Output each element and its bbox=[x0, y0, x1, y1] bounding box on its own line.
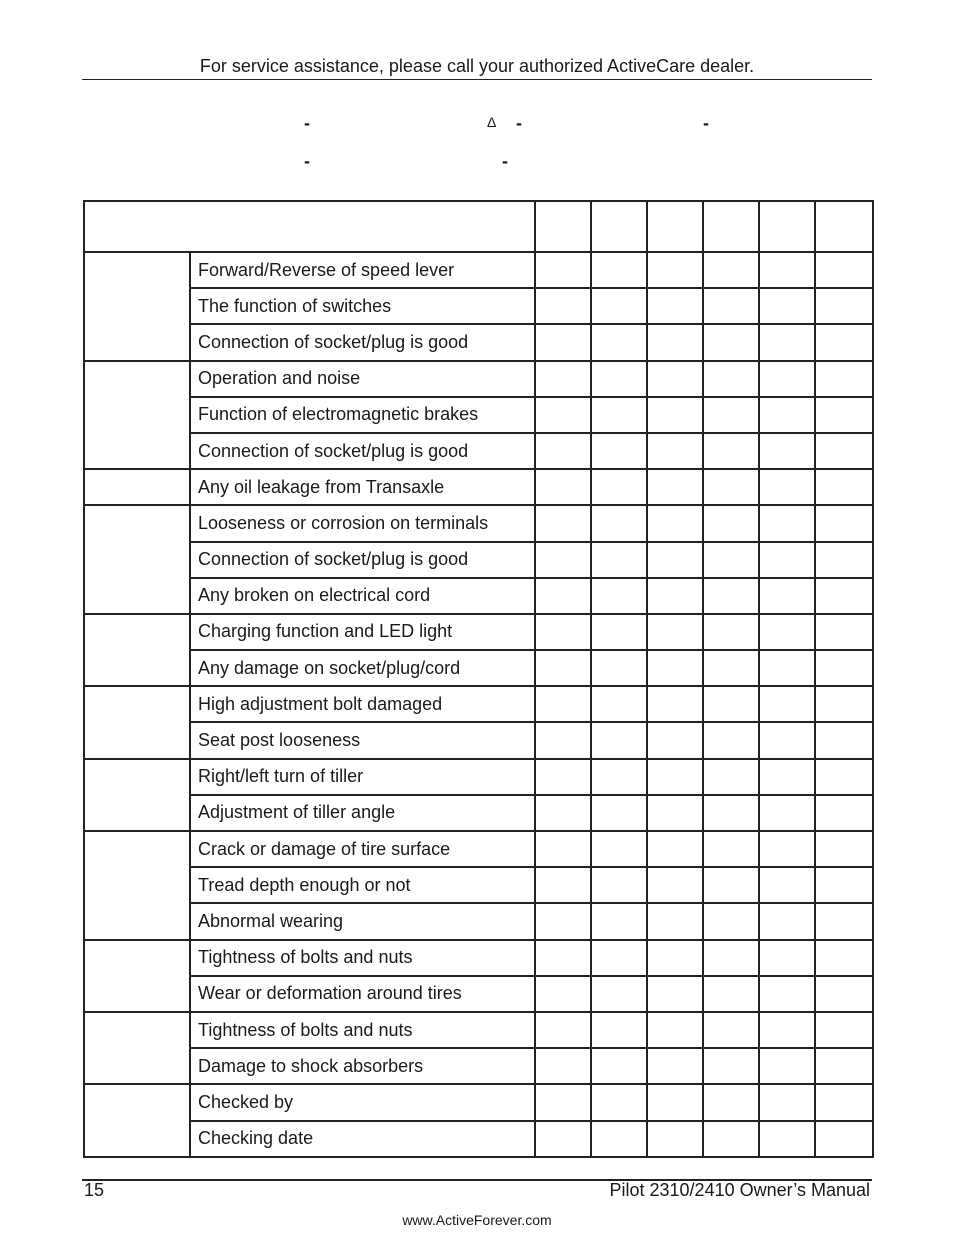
check-item-label: Connection of socket/plug is good bbox=[190, 324, 535, 360]
check-cell[interactable] bbox=[535, 614, 591, 650]
check-item-label: Crack or damage of tire surface bbox=[190, 831, 535, 867]
check-cell[interactable] bbox=[535, 1012, 591, 1048]
check-cell[interactable] bbox=[703, 1121, 759, 1157]
check-cell[interactable] bbox=[535, 1084, 591, 1120]
checklist-body bbox=[84, 201, 873, 1157]
check-cell[interactable] bbox=[703, 686, 759, 722]
check-item-label: Any broken on electrical cord bbox=[190, 578, 535, 614]
check-cell[interactable] bbox=[535, 940, 591, 976]
check-cell[interactable] bbox=[647, 795, 703, 831]
check-cell[interactable] bbox=[535, 867, 591, 903]
check-item-label: Adjustment of tiller angle bbox=[190, 795, 535, 831]
check-item-label: Tread depth enough or not bbox=[190, 867, 535, 903]
check-cell[interactable] bbox=[535, 759, 591, 795]
check-cell[interactable] bbox=[759, 1012, 815, 1048]
check-item-label: Connection of socket/plug is good bbox=[190, 433, 535, 469]
check-cell[interactable] bbox=[703, 578, 759, 614]
check-cell[interactable] bbox=[647, 252, 703, 288]
check-cell[interactable] bbox=[591, 1012, 647, 1048]
check-item-label: Right/left turn of tiller bbox=[190, 759, 535, 795]
check-cell[interactable] bbox=[591, 795, 647, 831]
header-cell-check bbox=[703, 201, 759, 252]
check-cell[interactable] bbox=[759, 252, 815, 288]
check-item-label: Any damage on socket/plug/cord bbox=[190, 650, 535, 686]
check-cell[interactable] bbox=[535, 722, 591, 758]
check-cell[interactable] bbox=[759, 759, 815, 795]
check-cell[interactable] bbox=[647, 1048, 703, 1084]
check-cell[interactable] bbox=[703, 614, 759, 650]
table-header-row bbox=[84, 201, 873, 252]
check-cell[interactable] bbox=[591, 722, 647, 758]
check-cell[interactable] bbox=[815, 759, 873, 795]
check-cell[interactable] bbox=[759, 433, 815, 469]
check-cell[interactable] bbox=[647, 722, 703, 758]
check-cell[interactable] bbox=[703, 940, 759, 976]
table-row bbox=[84, 252, 873, 288]
check-cell[interactable] bbox=[647, 361, 703, 397]
check-cell[interactable] bbox=[759, 903, 815, 939]
check-item-label: Function of electromagnetic brakes bbox=[190, 397, 535, 433]
check-cell[interactable] bbox=[815, 324, 873, 360]
check-cell[interactable] bbox=[703, 650, 759, 686]
check-cell[interactable] bbox=[535, 831, 591, 867]
table-row bbox=[84, 940, 873, 976]
check-cell[interactable] bbox=[759, 650, 815, 686]
check-cell[interactable] bbox=[647, 614, 703, 650]
check-cell[interactable] bbox=[703, 903, 759, 939]
check-cell[interactable] bbox=[535, 542, 591, 578]
header-cell-check bbox=[647, 201, 703, 252]
table-row bbox=[84, 324, 873, 360]
check-cell[interactable] bbox=[815, 288, 873, 324]
check-cell[interactable] bbox=[759, 288, 815, 324]
category-cell bbox=[84, 469, 190, 505]
check-cell[interactable] bbox=[647, 1084, 703, 1120]
check-cell[interactable] bbox=[591, 578, 647, 614]
check-cell[interactable] bbox=[535, 324, 591, 360]
check-cell[interactable] bbox=[815, 1084, 873, 1120]
header-cell-check bbox=[759, 201, 815, 252]
table-row bbox=[84, 650, 873, 686]
check-item-label: Charging function and LED light bbox=[190, 614, 535, 650]
check-cell[interactable] bbox=[815, 469, 873, 505]
check-cell[interactable] bbox=[591, 867, 647, 903]
table-row bbox=[84, 867, 873, 903]
check-cell[interactable] bbox=[759, 614, 815, 650]
check-item-label: High adjustment bolt damaged bbox=[190, 686, 535, 722]
legend-dash-5: - bbox=[502, 151, 508, 171]
table-row bbox=[84, 578, 873, 614]
check-cell[interactable] bbox=[647, 324, 703, 360]
check-cell[interactable] bbox=[703, 1012, 759, 1048]
check-cell[interactable] bbox=[647, 650, 703, 686]
check-cell[interactable] bbox=[815, 1012, 873, 1048]
check-item-label: Connection of socket/plug is good bbox=[190, 542, 535, 578]
check-cell[interactable] bbox=[647, 867, 703, 903]
category-cell bbox=[84, 614, 190, 686]
check-cell[interactable] bbox=[535, 397, 591, 433]
check-cell[interactable] bbox=[591, 252, 647, 288]
check-cell[interactable] bbox=[535, 903, 591, 939]
check-cell[interactable] bbox=[703, 867, 759, 903]
check-cell[interactable] bbox=[591, 903, 647, 939]
check-cell[interactable] bbox=[815, 614, 873, 650]
table-row bbox=[84, 1084, 873, 1120]
check-cell[interactable] bbox=[591, 614, 647, 650]
category-cell bbox=[84, 940, 190, 1012]
check-cell[interactable] bbox=[591, 759, 647, 795]
check-cell[interactable] bbox=[647, 288, 703, 324]
check-cell[interactable] bbox=[535, 288, 591, 324]
check-cell[interactable] bbox=[759, 867, 815, 903]
check-cell[interactable] bbox=[647, 759, 703, 795]
check-cell[interactable] bbox=[703, 361, 759, 397]
table-row bbox=[84, 722, 873, 758]
table-row bbox=[84, 397, 873, 433]
check-cell[interactable] bbox=[647, 831, 703, 867]
check-cell[interactable] bbox=[647, 397, 703, 433]
check-cell[interactable] bbox=[703, 397, 759, 433]
check-cell[interactable] bbox=[759, 469, 815, 505]
table-row bbox=[84, 831, 873, 867]
check-cell[interactable] bbox=[591, 361, 647, 397]
table-row bbox=[84, 505, 873, 541]
check-cell[interactable] bbox=[815, 578, 873, 614]
check-cell[interactable] bbox=[591, 288, 647, 324]
check-cell[interactable] bbox=[591, 433, 647, 469]
check-cell[interactable] bbox=[591, 976, 647, 1012]
check-cell[interactable] bbox=[759, 397, 815, 433]
check-cell[interactable] bbox=[591, 1121, 647, 1157]
check-item-label: Looseness or corrosion on terminals bbox=[190, 505, 535, 541]
check-cell[interactable] bbox=[647, 578, 703, 614]
table-row bbox=[84, 1048, 873, 1084]
legend-dash-1: - bbox=[304, 113, 310, 133]
check-cell[interactable] bbox=[815, 686, 873, 722]
check-cell[interactable] bbox=[759, 831, 815, 867]
check-cell[interactable] bbox=[759, 686, 815, 722]
check-cell[interactable] bbox=[535, 469, 591, 505]
category-cell bbox=[84, 831, 190, 940]
check-cell[interactable] bbox=[647, 542, 703, 578]
check-cell[interactable] bbox=[815, 397, 873, 433]
check-cell[interactable] bbox=[591, 686, 647, 722]
check-cell[interactable] bbox=[815, 1048, 873, 1084]
check-cell[interactable] bbox=[815, 867, 873, 903]
check-item-label: Abnormal wearing bbox=[190, 903, 535, 939]
check-cell[interactable] bbox=[647, 940, 703, 976]
check-cell[interactable] bbox=[647, 976, 703, 1012]
check-cell[interactable] bbox=[703, 831, 759, 867]
check-cell[interactable] bbox=[591, 1048, 647, 1084]
check-cell[interactable] bbox=[647, 505, 703, 541]
check-cell[interactable] bbox=[703, 542, 759, 578]
header-cell-check bbox=[591, 201, 647, 252]
table-row bbox=[84, 795, 873, 831]
check-cell[interactable] bbox=[703, 252, 759, 288]
check-cell[interactable] bbox=[759, 578, 815, 614]
table-row bbox=[84, 542, 873, 578]
check-cell[interactable] bbox=[703, 505, 759, 541]
check-cell[interactable] bbox=[647, 1012, 703, 1048]
check-cell[interactable] bbox=[591, 542, 647, 578]
check-cell[interactable] bbox=[703, 722, 759, 758]
check-cell[interactable] bbox=[591, 1084, 647, 1120]
check-cell[interactable] bbox=[815, 650, 873, 686]
check-cell[interactable] bbox=[647, 1121, 703, 1157]
legend-dash-4: - bbox=[304, 151, 310, 171]
category-cell bbox=[84, 361, 190, 470]
check-cell[interactable] bbox=[647, 686, 703, 722]
header-cell-check bbox=[535, 201, 591, 252]
check-item-label: Tightness of bolts and nuts bbox=[190, 940, 535, 976]
table-row bbox=[84, 1121, 873, 1157]
check-cell[interactable] bbox=[759, 505, 815, 541]
category-cell bbox=[84, 686, 190, 758]
table-row bbox=[84, 361, 873, 397]
check-cell[interactable] bbox=[815, 542, 873, 578]
check-cell[interactable] bbox=[591, 831, 647, 867]
check-item-label: Checking date bbox=[190, 1121, 535, 1157]
check-cell[interactable] bbox=[759, 940, 815, 976]
check-cell[interactable] bbox=[759, 795, 815, 831]
check-cell[interactable] bbox=[703, 324, 759, 360]
check-cell[interactable] bbox=[815, 1121, 873, 1157]
category-cell bbox=[84, 505, 190, 614]
check-cell[interactable] bbox=[759, 1121, 815, 1157]
page-number: 15 bbox=[84, 1180, 105, 1200]
check-cell[interactable] bbox=[703, 1084, 759, 1120]
check-cell[interactable] bbox=[815, 722, 873, 758]
check-cell[interactable] bbox=[535, 1121, 591, 1157]
check-cell[interactable] bbox=[759, 324, 815, 360]
check-item-label: Damage to shock absorbers bbox=[190, 1048, 535, 1084]
check-cell[interactable] bbox=[759, 361, 815, 397]
check-cell[interactable] bbox=[703, 795, 759, 831]
category-cell bbox=[84, 759, 190, 831]
category-cell bbox=[84, 1084, 190, 1156]
category-cell bbox=[84, 252, 190, 361]
table-row bbox=[84, 759, 873, 795]
check-item-label: Tightness of bolts and nuts bbox=[190, 1012, 535, 1048]
check-item-label: Checked by bbox=[190, 1084, 535, 1120]
check-cell[interactable] bbox=[591, 940, 647, 976]
check-cell[interactable] bbox=[703, 288, 759, 324]
check-cell[interactable] bbox=[647, 903, 703, 939]
category-cell bbox=[84, 1012, 190, 1084]
check-cell[interactable] bbox=[815, 976, 873, 1012]
check-cell[interactable] bbox=[703, 1048, 759, 1084]
table-row bbox=[84, 903, 873, 939]
check-item-label: Operation and noise bbox=[190, 361, 535, 397]
check-cell[interactable] bbox=[535, 361, 591, 397]
check-cell[interactable] bbox=[591, 505, 647, 541]
service-note: For service assistance, please call your authorized ActiveCare dealer. bbox=[199, 56, 755, 76]
check-item-label: Any oil leakage from Transaxle bbox=[190, 469, 535, 505]
check-cell[interactable] bbox=[815, 361, 873, 397]
check-cell[interactable] bbox=[703, 433, 759, 469]
check-cell[interactable] bbox=[759, 1048, 815, 1084]
table-row bbox=[84, 614, 873, 650]
check-cell[interactable] bbox=[759, 722, 815, 758]
table-row bbox=[84, 976, 873, 1012]
check-cell[interactable] bbox=[535, 505, 591, 541]
check-cell[interactable] bbox=[759, 976, 815, 1012]
header-cell-item bbox=[84, 201, 535, 252]
check-cell[interactable] bbox=[535, 1048, 591, 1084]
maintenance-checklist-table bbox=[83, 200, 874, 1158]
check-cell[interactable] bbox=[815, 795, 873, 831]
check-cell[interactable] bbox=[535, 578, 591, 614]
check-cell[interactable] bbox=[591, 650, 647, 686]
website-link[interactable]: www.ActiveForever.com bbox=[402, 1212, 552, 1228]
check-cell[interactable] bbox=[815, 903, 873, 939]
check-item-label: Forward/Reverse of speed lever bbox=[190, 252, 535, 288]
check-cell[interactable] bbox=[815, 433, 873, 469]
check-item-label: The function of switches bbox=[190, 288, 535, 324]
check-cell[interactable] bbox=[647, 433, 703, 469]
table-row bbox=[84, 686, 873, 722]
check-cell[interactable] bbox=[759, 1084, 815, 1120]
check-cell[interactable] bbox=[815, 831, 873, 867]
header-cell-check bbox=[815, 201, 873, 252]
manual-title: Pilot 2310/2410 Owner’s Manual bbox=[609, 1180, 870, 1200]
check-cell[interactable] bbox=[703, 759, 759, 795]
table-row bbox=[84, 1012, 873, 1048]
check-cell[interactable] bbox=[703, 976, 759, 1012]
check-item-label: Wear or deformation around tires bbox=[190, 976, 535, 1012]
check-item-label: Seat post looseness bbox=[190, 722, 535, 758]
check-cell[interactable] bbox=[535, 433, 591, 469]
legend-dash-2: - bbox=[516, 113, 522, 133]
check-cell[interactable] bbox=[535, 795, 591, 831]
check-cell[interactable] bbox=[815, 505, 873, 541]
check-cell[interactable] bbox=[535, 650, 591, 686]
check-cell[interactable] bbox=[647, 469, 703, 505]
legend-dash-3: - bbox=[703, 113, 709, 133]
check-cell[interactable] bbox=[759, 542, 815, 578]
table-row bbox=[84, 433, 873, 469]
check-cell[interactable] bbox=[535, 252, 591, 288]
check-cell[interactable] bbox=[591, 469, 647, 505]
legend-triangle-icon: Δ bbox=[487, 114, 497, 130]
check-cell[interactable] bbox=[535, 686, 591, 722]
check-cell[interactable] bbox=[815, 252, 873, 288]
check-cell[interactable] bbox=[591, 324, 647, 360]
check-cell[interactable] bbox=[591, 397, 647, 433]
check-cell[interactable] bbox=[815, 940, 873, 976]
table-row bbox=[84, 288, 873, 324]
header-divider bbox=[82, 79, 872, 80]
check-cell[interactable] bbox=[703, 469, 759, 505]
check-cell[interactable] bbox=[535, 976, 591, 1012]
table-row bbox=[84, 469, 873, 505]
